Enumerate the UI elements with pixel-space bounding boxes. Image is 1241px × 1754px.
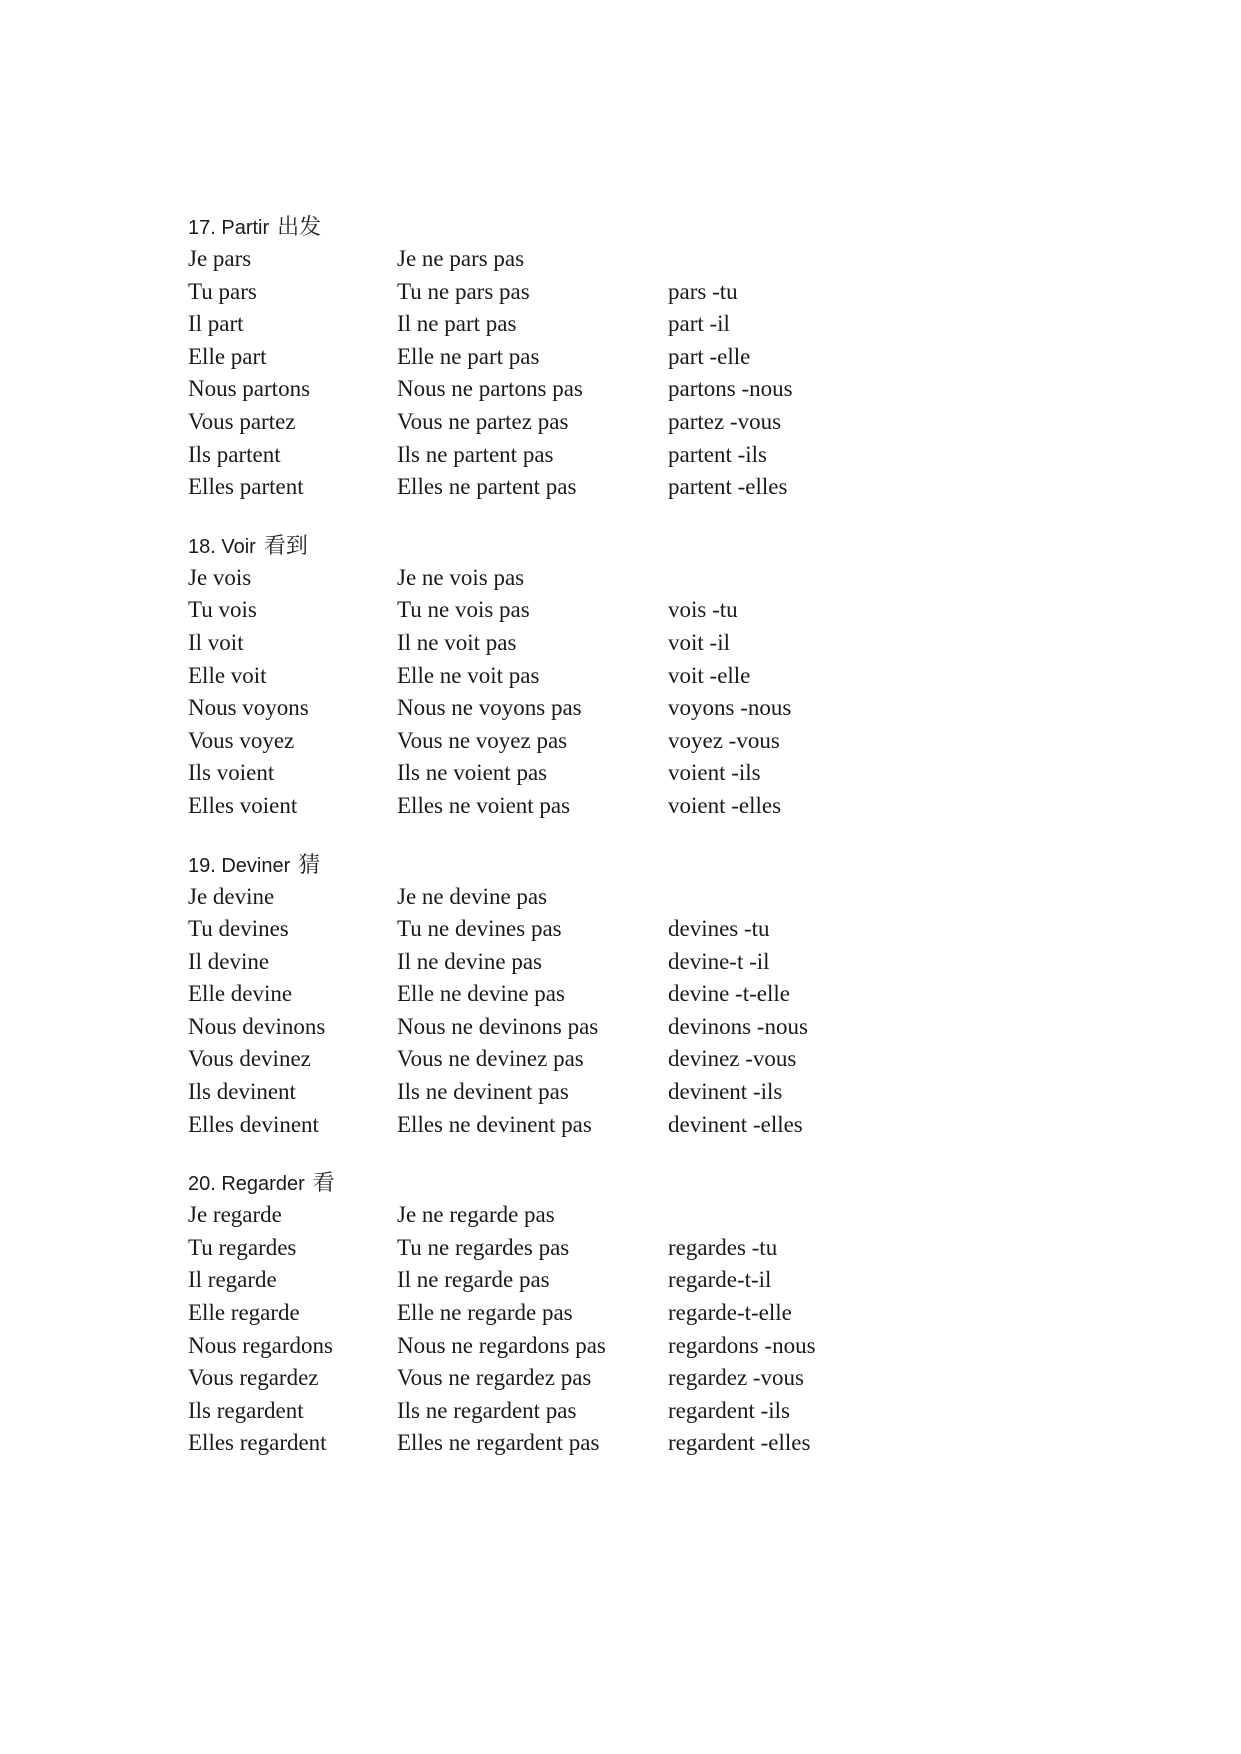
negative-form: Il ne devine pas	[397, 948, 542, 974]
affirmative-form: Vous regardez	[188, 1365, 319, 1391]
conjugation-row	[188, 373, 1188, 406]
interrogative-form: regarde-t-il	[668, 1267, 772, 1293]
interrogative-form: devine-t -il	[668, 948, 770, 974]
verb-title: 17. Partir	[188, 217, 270, 239]
interrogative-form: voient -elles	[668, 792, 782, 818]
negative-form: Nous ne devinons pas	[397, 1013, 599, 1039]
negative-form: Elle ne devine pas	[397, 981, 565, 1007]
verb-title: 20. Regarder	[188, 1173, 305, 1196]
interrogative-form: devinez -vous	[668, 1046, 797, 1072]
negative-form: Je ne regarde pas	[397, 1202, 555, 1228]
affirmative-form: Je devine	[188, 883, 275, 909]
negative-form: Vous ne partez pas	[397, 408, 569, 434]
conjugation-row	[188, 308, 1188, 341]
conjugation-row	[188, 276, 1188, 309]
conjugation-row	[188, 1199, 1188, 1232]
negative-form: Il ne regarde pas	[397, 1267, 550, 1293]
negative-form: Je ne pars pas	[397, 246, 525, 271]
negative-form: Ils ne voient pas	[397, 760, 548, 786]
conjugation-row	[188, 660, 1188, 693]
negative-form: Elle ne voit pas	[397, 662, 540, 688]
affirmative-form: Nous voyons	[188, 695, 309, 721]
conjugation-row	[188, 978, 1188, 1011]
affirmative-form: Vous devinez	[188, 1046, 311, 1072]
verb-translation: 猜	[298, 852, 321, 878]
conjugation-row	[188, 341, 1188, 374]
verb-translation: 出发	[277, 215, 322, 240]
affirmative-form: Vous partez	[188, 408, 296, 434]
conjugation-row	[188, 946, 1188, 979]
verb-translation: 看	[312, 1171, 335, 1197]
conjugation-row	[188, 725, 1188, 758]
conjugation-row	[188, 243, 1188, 276]
conjugation-row	[188, 1427, 1188, 1460]
interrogative-form: voyez -vous	[668, 727, 780, 753]
negative-form: Je ne vois pas	[397, 564, 525, 590]
affirmative-form: Ils partent	[188, 441, 281, 467]
conjugation-row	[188, 790, 1188, 823]
interrogative-form: vois -tu	[668, 597, 738, 623]
verb-section	[188, 532, 1188, 823]
affirmative-form: Il devine	[188, 948, 270, 974]
negative-form: Tu ne devines pas	[397, 916, 562, 942]
affirmative-form: Elles regardent	[188, 1430, 327, 1456]
interrogative-form: devinent -elles	[668, 1111, 803, 1137]
interrogative-form: voit -il	[668, 629, 730, 655]
negative-form: Elles ne regardent pas	[397, 1430, 600, 1456]
verb-heading	[188, 851, 1188, 881]
conjugation-row	[188, 627, 1188, 660]
affirmative-form: Ils voient	[188, 760, 275, 786]
affirmative-form: Je vois	[188, 564, 252, 590]
conjugation-row	[188, 1362, 1188, 1395]
conjugation-row	[188, 757, 1188, 790]
interrogative-form: voyons -nous	[668, 695, 792, 721]
negative-form: Il ne voit pas	[397, 629, 517, 655]
negative-form: Vous ne devinez pas	[397, 1046, 584, 1072]
conjugation-row	[188, 1076, 1188, 1109]
verb-title: 19. Deviner	[188, 854, 291, 877]
affirmative-form: Elle regarde	[188, 1300, 300, 1326]
interrogative-form: partent -elles	[668, 474, 788, 500]
interrogative-form: voit -elle	[668, 662, 751, 688]
interrogative-form: regarde-t-elle	[668, 1300, 792, 1326]
interrogative-form: devines -tu	[668, 916, 770, 942]
conjugation-row	[188, 1232, 1188, 1265]
affirmative-form: Nous regardons	[188, 1332, 333, 1358]
affirmative-form: Je regarde	[188, 1202, 282, 1228]
conjugation-row	[188, 439, 1188, 472]
negative-form: Je ne devine pas	[397, 883, 548, 909]
affirmative-form: Vous voyez	[188, 727, 295, 753]
conjugation-row	[188, 562, 1188, 595]
affirmative-form: Elle voit	[188, 662, 267, 688]
negative-form: Il ne part pas	[397, 311, 517, 337]
affirmative-form: Il regarde	[188, 1267, 277, 1293]
conjugation-row	[188, 1297, 1188, 1330]
affirmative-form: Elle devine	[188, 981, 293, 1007]
conjugation-row	[188, 1330, 1188, 1363]
affirmative-form: Elles voient	[188, 792, 298, 818]
affirmative-form: Il part	[188, 311, 244, 337]
negative-form: Vous ne voyez pas	[397, 727, 568, 753]
interrogative-form: devinons -nous	[668, 1013, 808, 1039]
verb-heading	[188, 213, 1188, 243]
interrogative-form: part -elle	[668, 343, 751, 369]
verb-section	[188, 213, 1188, 504]
affirmative-form: Ils regardent	[188, 1397, 304, 1423]
negative-form: Elles ne voient pas	[397, 792, 571, 818]
affirmative-form: Elle part	[188, 343, 267, 369]
interrogative-form: regardent -ils	[668, 1397, 790, 1423]
interrogative-form: regardez -vous	[668, 1365, 805, 1391]
conjugation-row	[188, 692, 1188, 725]
verb-translation: 看到	[263, 533, 308, 559]
negative-form: Elle ne regarde pas	[397, 1300, 573, 1326]
document-page	[188, 213, 1188, 1488]
conjugation-row	[188, 1109, 1188, 1142]
affirmative-form: Nous devinons	[188, 1013, 326, 1039]
negative-form: Nous ne partons pas	[397, 376, 583, 402]
affirmative-form: Ils devinent	[188, 1079, 296, 1105]
interrogative-form: regardons -nous	[668, 1332, 816, 1358]
interrogative-form: pars -tu	[668, 278, 738, 304]
conjugation-row	[188, 471, 1188, 504]
conjugation-row	[188, 406, 1188, 439]
negative-form: Tu ne regardes pas	[397, 1234, 570, 1260]
interrogative-form: regardes -tu	[668, 1234, 778, 1260]
conjugation-row	[188, 1043, 1188, 1076]
interrogative-form: part -il	[668, 311, 730, 337]
interrogative-form: regardent -elles	[668, 1430, 811, 1456]
conjugation-row	[188, 1395, 1188, 1428]
negative-form: Elles ne partent pas	[397, 474, 577, 500]
affirmative-form: Elles partent	[188, 474, 304, 500]
affirmative-form: Tu regardes	[188, 1234, 297, 1260]
verb-heading	[188, 1169, 1188, 1199]
conjugation-row	[188, 913, 1188, 946]
verb-title: 18. Voir	[188, 535, 256, 558]
affirmative-form: Tu devines	[188, 916, 289, 942]
affirmative-form: Nous partons	[188, 376, 311, 402]
conjugation-row	[188, 881, 1188, 914]
affirmative-form: Il voit	[188, 629, 244, 655]
affirmative-form: Tu pars	[188, 278, 257, 304]
affirmative-form: Elles devinent	[188, 1111, 319, 1137]
negative-form: Elles ne devinent pas	[397, 1111, 592, 1137]
affirmative-form: Tu vois	[188, 597, 257, 623]
interrogative-form: devine -t-elle	[668, 981, 790, 1007]
negative-form: Ils ne devinent pas	[397, 1079, 569, 1105]
verb-section	[188, 1169, 1188, 1460]
verb-heading	[188, 532, 1188, 562]
interrogative-form: partons -nous	[668, 376, 793, 402]
negative-form: Tu ne vois pas	[397, 597, 530, 623]
interrogative-form: devinent -ils	[668, 1079, 783, 1105]
verb-section	[188, 851, 1188, 1142]
negative-form: Vous ne regardez pas	[397, 1365, 592, 1391]
negative-form: Tu ne pars pas	[397, 278, 530, 304]
interrogative-form: partez -vous	[668, 408, 782, 434]
negative-form: Nous ne regardons pas	[397, 1332, 606, 1358]
negative-form: Nous ne voyons pas	[397, 695, 582, 721]
conjugation-row	[188, 594, 1188, 627]
negative-form: Elle ne part pas	[397, 343, 540, 369]
interrogative-form: partent -ils	[668, 441, 767, 467]
affirmative-form: Je pars	[188, 246, 252, 271]
conjugation-row	[188, 1011, 1188, 1044]
negative-form: Ils ne regardent pas	[397, 1397, 577, 1423]
conjugation-row	[188, 1264, 1188, 1297]
negative-form: Ils ne partent pas	[397, 441, 554, 467]
interrogative-form: voient -ils	[668, 760, 761, 786]
